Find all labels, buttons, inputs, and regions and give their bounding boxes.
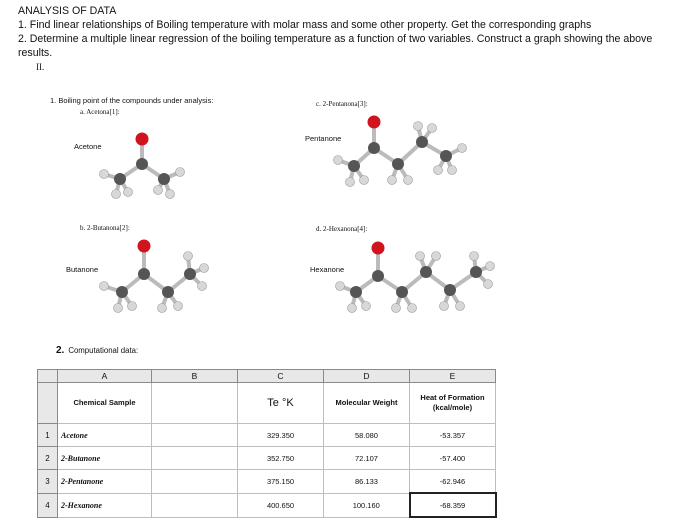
cell-sample[interactable]: 2-Hexanone (58, 493, 152, 517)
question-1: 1. Boiling point of the compounds under analysis: (50, 96, 214, 105)
hexanone-molecule-image (328, 236, 508, 326)
cell-molecular-weight[interactable]: 58.080 (324, 424, 410, 447)
cell-heat-of-formation[interactable]: -68.359 (410, 493, 496, 517)
table-row (38, 493, 496, 517)
computational-data-table (37, 369, 497, 518)
column-header-row (38, 370, 496, 383)
header-molecular-weight[interactable]: Molecular Weight (324, 383, 410, 424)
sub-label-butanone: b. 2-Butanona[2]: (80, 224, 130, 232)
compound-name-butanone: Butanone (66, 265, 99, 274)
cell-molecular-weight[interactable]: 100.160 (324, 493, 410, 517)
row-number[interactable]: 4 (38, 493, 58, 517)
cell-molecular-weight[interactable]: 72.107 (324, 447, 410, 470)
section-numeral: II. (36, 62, 45, 72)
compound-name-acetone: Acetone (74, 142, 102, 151)
compound-name-hexanone: Hexanone (310, 265, 345, 274)
cell-heat-of-formation[interactable]: -57.400 (410, 447, 496, 470)
cell-molecular-weight[interactable]: 86.133 (324, 470, 410, 494)
acetone-molecule-image (92, 124, 202, 204)
cell-empty[interactable] (152, 447, 238, 470)
cell-empty[interactable] (152, 424, 238, 447)
cell-heat-of-formation[interactable]: -53.357 (410, 424, 496, 447)
question-2-text: Computational data: (68, 346, 139, 355)
page-title: ANALYSIS OF DATA (18, 5, 117, 17)
cell-sample[interactable]: 2-Butanone (58, 447, 152, 470)
cell-sample[interactable]: 2-Pentanone (58, 470, 152, 494)
instruction-1: 1. Find linear relationships of Boiling temperature with molar mass and some other property. Get the corresponding graphs (18, 19, 592, 31)
table-row (38, 470, 496, 494)
sub-label-pentanone: c. 2-Pentanona[3]: (316, 100, 368, 108)
cell-te[interactable]: 400.650 (238, 493, 324, 517)
cell-te[interactable]: 375.150 (238, 470, 324, 494)
butanone-molecule-image (92, 234, 222, 324)
column-header-c[interactable]: C (238, 370, 324, 383)
row-number[interactable]: 3 (38, 470, 58, 494)
question-2 (56, 345, 138, 356)
table-row (38, 424, 496, 447)
compound-name-pentanone: Pentanone (305, 134, 342, 143)
cell-empty[interactable] (152, 470, 238, 494)
cell-te[interactable]: 329.350 (238, 424, 324, 447)
instruction-3: results. (18, 47, 53, 59)
header-te-k[interactable]: Te °K (238, 383, 324, 424)
column-header-b[interactable]: B (152, 370, 238, 383)
header-chemical-sample[interactable]: Chemical Sample (58, 383, 152, 424)
row-number[interactable]: 2 (38, 447, 58, 470)
column-header-a[interactable]: A (58, 370, 152, 383)
corner-cell[interactable] (38, 370, 58, 383)
column-header-d[interactable]: D (324, 370, 410, 383)
pentanone-molecule-image (330, 108, 480, 200)
header-empty[interactable] (152, 383, 238, 424)
cell-te[interactable]: 352.750 (238, 447, 324, 470)
column-header-e[interactable]: E (410, 370, 496, 383)
cell-sample[interactable]: Acetone (58, 424, 152, 447)
sub-label-hexanone: d. 2-Hexanona[4]: (316, 225, 368, 233)
table-row (38, 447, 496, 470)
instruction-2: 2. Determine a multiple linear regression of the boiling temperature as a function of two variables. Construct a graph showing the above (18, 33, 653, 45)
cell-heat-of-formation[interactable]: -62.946 (410, 470, 496, 494)
header-heat-of-formation[interactable]: Heat of Formation (kcal/mole) (410, 383, 496, 424)
row-number-header[interactable] (38, 383, 58, 424)
cell-empty[interactable] (152, 493, 238, 517)
header (18, 4, 694, 60)
table-header-row (38, 383, 496, 424)
sub-label-acetone: a. Acetona[1]: (80, 108, 120, 116)
question-2-number: 2. (56, 345, 65, 356)
row-number[interactable]: 1 (38, 424, 58, 447)
